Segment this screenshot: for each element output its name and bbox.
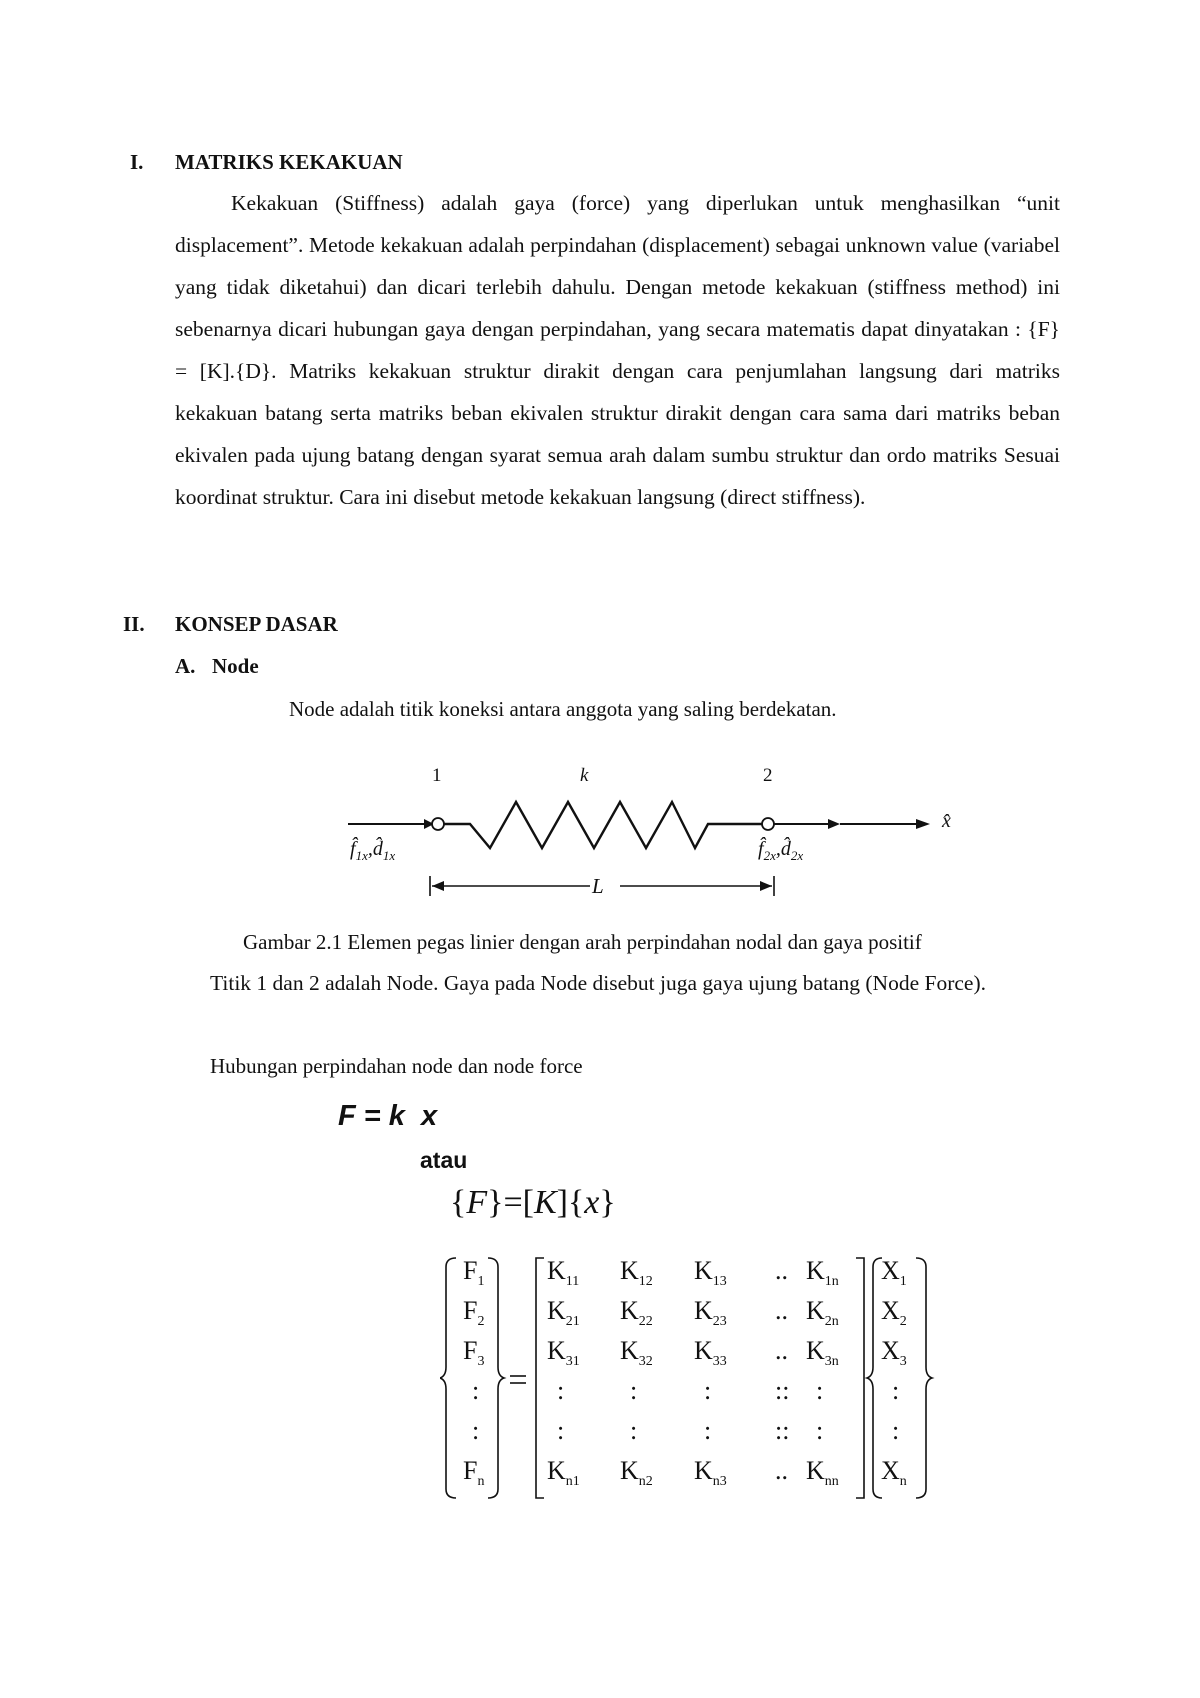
matrix-k-entry-3-1-symbol: K — [547, 1336, 566, 1365]
matrix-k-entry-2-4-symbol: .. — [775, 1296, 788, 1325]
matrix-k-entry-6-2 — [620, 1456, 653, 1490]
spring-element-figure — [330, 760, 970, 910]
vector-f-entry-6-subscript: n — [477, 1474, 485, 1490]
equation-matrix-compact — [450, 1184, 616, 1222]
matrix-k-entry-1-1-subscript: 11 — [565, 1274, 580, 1290]
right-disp-symbol: d̂ — [780, 838, 791, 860]
brace-close-x: } — [599, 1184, 616, 1221]
matrix-k-entry-1-5 — [806, 1256, 839, 1290]
matrix-k-entry-4-5 — [816, 1376, 823, 1406]
matrix-k-entry-4-4 — [775, 1376, 789, 1406]
equation-F: F — [466, 1184, 488, 1221]
vector-x-entry-5-symbol: : — [892, 1416, 900, 1445]
bracket-open-k: [ — [522, 1184, 534, 1221]
matrix-k-entry-1-2-symbol: K — [620, 1256, 639, 1285]
brace-open-f: { — [450, 1184, 467, 1221]
vector-x-entry-4 — [892, 1376, 899, 1406]
matrix-k-entry-3-3 — [694, 1336, 727, 1370]
vector-f-entry-1 — [463, 1256, 484, 1290]
matrix-k-entry-4-3 — [704, 1376, 711, 1406]
matrix-k-entry-1-4 — [775, 1256, 788, 1286]
matrix-k-entry-1-1-symbol: K — [547, 1256, 566, 1285]
matrix-k-entry-1-4-symbol: .. — [775, 1256, 788, 1285]
vector-f-entry-6 — [463, 1456, 484, 1490]
matrix-k-entry-2-5-subscript: 2n — [824, 1314, 839, 1330]
vector-f-right-brace — [488, 1258, 504, 1498]
matrix-k-entry-4-2-symbol: : — [630, 1376, 638, 1405]
matrix-k-entry-6-1-symbol: K — [547, 1456, 566, 1485]
node-paragraph: Titik 1 dan 2 adalah Node. Gaya pada Node disebut juga gaya ujung batang (Node Force). — [210, 971, 986, 995]
matrix-k-entry-2-1-subscript: 21 — [565, 1314, 580, 1330]
matrix-k-entry-6-1 — [547, 1456, 580, 1490]
section-1-paragraph — [175, 182, 1060, 518]
matrix-k-entry-1-5-symbol: K — [806, 1256, 825, 1285]
vector-x-entry-3-symbol: X — [881, 1336, 900, 1365]
matrix-equation-brackets — [440, 1255, 940, 1505]
atau-label: atau — [420, 1147, 468, 1173]
matrix-k-entry-4-1 — [557, 1376, 564, 1406]
vector-x-entry-6 — [881, 1456, 907, 1490]
spring-constant-label: k — [580, 765, 589, 786]
vector-x-entry-1-symbol: X — [881, 1256, 900, 1285]
left-disp-symbol: d̂ — [372, 838, 383, 860]
left-node-label: $f̂_{1x},d̂_{1x}$ — [350, 838, 396, 863]
matrix-k-entry-2-1-symbol: K — [547, 1296, 566, 1325]
matrix-k-entry-3-3-symbol: K — [694, 1336, 713, 1365]
matrix-k-entry-2-3-subscript: 23 — [712, 1314, 727, 1330]
matrix-k-entry-4-3-symbol: : — [704, 1376, 712, 1405]
matrix-k-entry-3-5 — [806, 1336, 839, 1370]
equation-K: K — [533, 1184, 557, 1221]
figure-caption: Gambar 2.1 Elemen pegas linier dengan arah perpindahan nodal dan gaya positif — [243, 930, 922, 954]
section-2-title: KONSEP DASAR — [175, 612, 338, 636]
vector-f-entry-3-subscript: 3 — [477, 1354, 485, 1370]
node-2-circle — [762, 818, 774, 830]
vector-x-entry-1-subscript: 1 — [899, 1274, 907, 1290]
equation-f-equals-kx: F = k x — [338, 1100, 438, 1132]
vector-x-entry-6-symbol: X — [881, 1456, 900, 1485]
bracket-close-k: ] — [556, 1184, 568, 1221]
right-force-subscript: 2x — [763, 848, 776, 863]
matrix-k-right-bracket — [856, 1258, 864, 1498]
length-arrowhead-left — [432, 881, 444, 891]
matrix-k-entry-2-2 — [620, 1296, 653, 1330]
matrix-k-entry-3-2-subscript: 32 — [638, 1354, 653, 1370]
matrix-k-entry-1-1 — [547, 1256, 579, 1290]
axis-label: x̂ — [942, 810, 951, 832]
length-arrowhead-right — [760, 881, 772, 891]
matrix-k-entry-6-3-symbol: K — [694, 1456, 713, 1485]
subsection-a-title: Node — [212, 654, 259, 678]
matrix-k-entry-3-3-subscript: 33 — [712, 1354, 727, 1370]
node-definition: Node adalah titik koneksi antara anggota yang saling berdekatan. — [289, 697, 837, 721]
matrix-k-entry-6-5-symbol: K — [806, 1456, 825, 1485]
matrix-k-entry-2-2-symbol: K — [620, 1296, 639, 1325]
matrix-k-entry-1-3 — [694, 1256, 727, 1290]
matrix-k-entry-1-3-symbol: K — [694, 1256, 713, 1285]
vector-f-left-brace — [440, 1258, 456, 1498]
right-force-arrowhead — [828, 819, 840, 829]
matrix-k-entry-3-2 — [620, 1336, 653, 1370]
matrix-k-entry-3-4 — [775, 1336, 788, 1366]
vector-x-entry-4-symbol: : — [892, 1376, 900, 1405]
vector-x-entry-5 — [892, 1416, 899, 1446]
spring-zigzag — [444, 802, 762, 848]
matrix-k-entry-1-2-subscript: 12 — [638, 1274, 653, 1290]
equation-x: x — [584, 1184, 600, 1221]
vector-x-left-brace — [867, 1258, 882, 1498]
vector-f-entry-2 — [463, 1296, 484, 1330]
right-node-label: $f̂_{2x},d̂_{2x}$ — [758, 838, 804, 863]
matrix-k-entry-2-5-symbol: K — [806, 1296, 825, 1325]
left-disp-subscript: 1x — [382, 848, 396, 863]
brace-open-x: { — [567, 1184, 585, 1221]
node-1-circle — [432, 818, 444, 830]
section-1-title: MATRIKS KEKAKUAN — [175, 150, 403, 174]
matrix-k-entry-5-4-symbol: :: — [775, 1416, 790, 1445]
vector-x-entry-2 — [881, 1296, 907, 1330]
vector-f-entry-4-symbol: : — [472, 1376, 480, 1405]
matrix-k-entry-3-1 — [547, 1336, 580, 1370]
matrix-k-entry-4-5-symbol: : — [816, 1376, 824, 1405]
vector-x-entry-6-subscript: n — [899, 1474, 907, 1490]
matrix-k-entry-5-1-symbol: : — [557, 1416, 565, 1445]
vector-x-entry-3-subscript: 3 — [899, 1354, 907, 1370]
section-1-paragraph-text: Kekakuan (Stiffness) adalah gaya (force) yang diperlukan untuk menghasilkan “unit displacement”. Metode kekakuan adalah perpindahan (displacement) sebagai unknown value (variabel yang tidak diketahui) dan dicari terlebih dahulu. Dengan metode kekakuan (stiffness method) ini sebenarnya dicari hubungan gaya dengan perpindahan, yang secara matematis dapat dinyatakan : {F} = [K].{D}. Matriks kekakuan struktur dirakit dengan cara penjumlahan langsung dari matriks kekakuan batang serta matriks beban ekivalen struktur dirakit dengan cara sama dari matriks beban ekivalen pada ujung batang dengan syarat semua arah dalam sumbu struktur dan ordo matriks Sesuai koordinat struktur. Cara ini disebut metode kekakuan langsung (direct stiffness). — [175, 191, 1060, 509]
vector-x-entry-3 — [881, 1336, 907, 1370]
matrix-k-entry-1-2 — [620, 1256, 653, 1290]
matrix-k-entry-3-1-subscript: 31 — [565, 1354, 580, 1370]
matrix-k-entry-2-2-subscript: 22 — [638, 1314, 653, 1330]
matrix-k-entry-3-5-symbol: K — [806, 1336, 825, 1365]
matrix-k-entry-1-5-subscript: 1n — [824, 1274, 839, 1290]
vector-f-entry-5-symbol: : — [472, 1416, 480, 1445]
equation-equals: = — [503, 1184, 523, 1221]
vector-x-entry-1 — [881, 1256, 907, 1290]
vector-f-entry-2-symbol: F — [463, 1296, 478, 1325]
section-2-number: II. — [123, 612, 145, 636]
vector-f-entry-1-symbol: F — [463, 1256, 478, 1285]
vector-f-entry-5 — [472, 1416, 479, 1446]
matrix-k-entry-6-5 — [806, 1456, 839, 1490]
vector-f-entry-3 — [463, 1336, 484, 1370]
length-label: L — [592, 874, 604, 898]
matrix-k-entry-5-2 — [630, 1416, 637, 1446]
matrix-k-entry-6-1-subscript: n1 — [565, 1474, 580, 1490]
matrix-k-entry-4-1-symbol: : — [557, 1376, 565, 1405]
matrix-k-entry-6-4-symbol: .. — [775, 1456, 788, 1485]
brace-close-f: } — [487, 1184, 504, 1221]
matrix-k-entry-6-4 — [775, 1456, 788, 1486]
matrix-k-entry-5-3 — [704, 1416, 711, 1446]
matrix-k-entry-4-2 — [630, 1376, 637, 1406]
matrix-k-left-bracket — [536, 1258, 544, 1498]
matrix-k-entry-6-5-subscript: nn — [824, 1474, 839, 1490]
vector-f-entry-2-subscript: 2 — [477, 1314, 485, 1330]
matrix-k-entry-2-3-symbol: K — [694, 1296, 713, 1325]
left-force-subscript: 1x — [355, 848, 368, 863]
subsection-a-letter: A. — [175, 654, 196, 678]
vector-f-entry-3-symbol: F — [463, 1336, 478, 1365]
matrix-k-entry-1-3-subscript: 13 — [712, 1274, 727, 1290]
matrix-k-entry-6-2-subscript: n2 — [638, 1474, 653, 1490]
matrix-k-entry-4-4-symbol: :: — [775, 1376, 790, 1405]
matrix-k-entry-2-5 — [806, 1296, 839, 1330]
matrix-k-entry-3-2-symbol: K — [620, 1336, 639, 1365]
matrix-k-entry-6-3-subscript: n3 — [712, 1474, 727, 1490]
vector-x-entry-2-subscript: 2 — [899, 1314, 907, 1330]
left-force-symbol: f̂ — [350, 838, 356, 860]
matrix-k-entry-5-4 — [775, 1416, 789, 1446]
right-force-symbol: f̂ — [758, 838, 764, 860]
matrix-k-entry-2-4 — [775, 1296, 788, 1326]
axis-arrowhead — [916, 819, 930, 829]
vector-x-right-brace — [916, 1258, 932, 1498]
matrix-k-entry-5-3-symbol: : — [704, 1416, 712, 1445]
matrix-k-entry-2-1 — [547, 1296, 580, 1330]
matrix-k-entry-5-5-symbol: : — [816, 1416, 824, 1445]
node-1-label: 1 — [432, 765, 442, 786]
matrix-k-entry-3-4-symbol: .. — [775, 1336, 788, 1365]
matrix-k-entry-5-2-symbol: : — [630, 1416, 638, 1445]
right-disp-subscript: 2x — [790, 848, 804, 863]
matrix-k-entry-5-1 — [557, 1416, 564, 1446]
matrix-k-entry-2-3 — [694, 1296, 727, 1330]
vector-f-entry-1-subscript: 1 — [477, 1274, 485, 1290]
matrix-k-entry-6-3 — [694, 1456, 727, 1490]
vector-x-entry-2-symbol: X — [881, 1296, 900, 1325]
section-1-number: I. — [130, 150, 144, 174]
matrix-k-entry-5-5 — [816, 1416, 823, 1446]
vector-f-entry-6-symbol: F — [463, 1456, 478, 1485]
matrix-k-entry-3-5-subscript: 3n — [824, 1354, 839, 1370]
node-2-label: 2 — [763, 765, 773, 786]
vector-f-entry-4 — [472, 1376, 479, 1406]
matrix-k-entry-6-2-symbol: K — [620, 1456, 639, 1485]
relation-paragraph: Hubungan perpindahan node dan node force — [210, 1054, 583, 1078]
